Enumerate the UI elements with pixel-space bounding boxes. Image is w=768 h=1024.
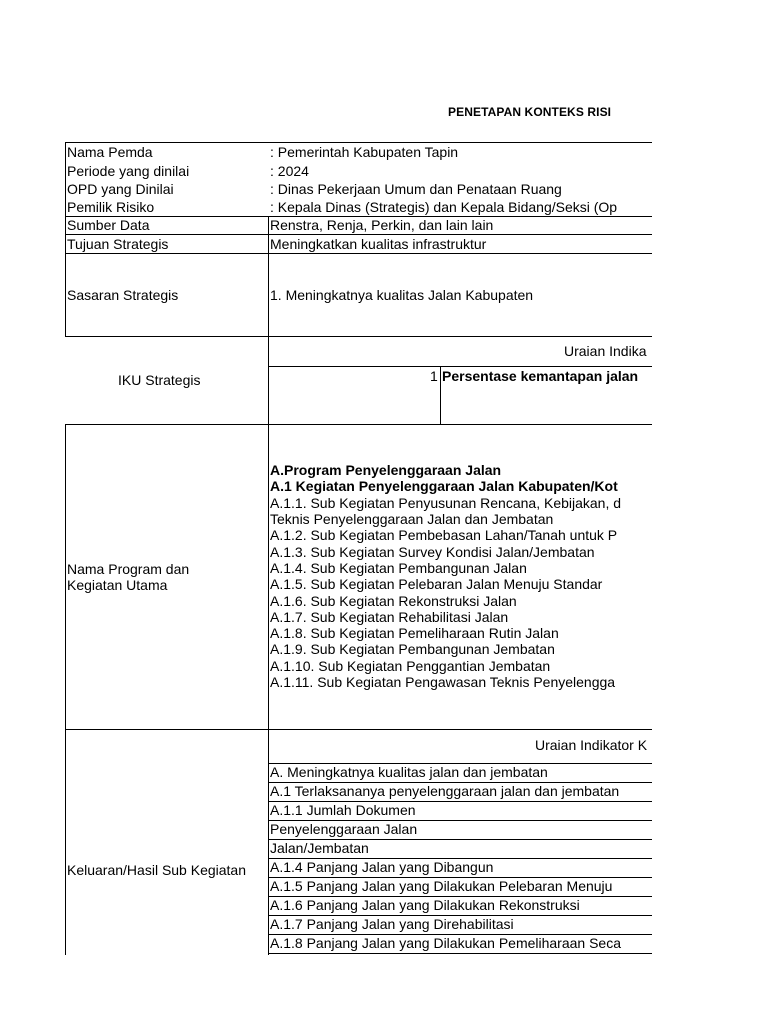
label-sumber-data: Sumber Data (67, 217, 150, 233)
rule (65, 336, 652, 337)
value-periode: : 2024 (270, 163, 309, 179)
value-tujuan-strategis: Meningkatkan kualitas infrastruktur (270, 236, 487, 252)
program-line: A.Program Penyelenggaraan Jalan (270, 462, 502, 478)
rule (65, 234, 652, 235)
keluaran-row: A.1.8 Panjang Jalan yang Dilakukan Pemeliharaan Seca (270, 935, 622, 951)
program-line: A.1.3. Sub Kegiatan Survey Kondisi Jalan/Jembatan (270, 544, 595, 560)
label-iku-strategis: IKU Strategis (118, 372, 201, 388)
keluaran-row: A.1.6 Panjang Jalan yang Dilakukan Rekonstruksi (270, 897, 580, 913)
program-line: A.1.4. Sub Kegiatan Pembangunan Jalan (270, 560, 527, 576)
rule (268, 953, 652, 954)
rule (65, 424, 652, 425)
rule (65, 729, 652, 730)
label-keluaran: Keluaran/Hasil Sub Kegiatan (67, 862, 247, 878)
program-line: A.1.8. Sub Kegiatan Pemeliharaan Rutin Jalan (270, 625, 559, 641)
keluaran-row: A.1.1 Jumlah Dokumen (270, 802, 416, 818)
document-title: PENETAPAN KONTEKS RISI (448, 105, 612, 119)
keluaran-row: A.1.4 Panjang Jalan yang Dibangun (270, 859, 494, 875)
rule (65, 142, 652, 143)
iku-indicator: Persentase kemantapan jalan (442, 368, 639, 384)
label-sasaran-strategis: Sasaran Strategis (67, 287, 179, 303)
program-line: A.1.7. Sub Kegiatan Rehabilitasi Jalan (270, 609, 509, 625)
label-periode: Periode yang dinilai (67, 163, 190, 179)
value-sasaran-strategis: 1. Meningkatnya kualitas Jalan Kabupaten (270, 287, 534, 303)
keluaran-row: A.1.5 Panjang Jalan yang Dilakukan Pelebaran Menuju (270, 878, 613, 894)
iku-header: Uraian Indika (564, 343, 647, 359)
rule (65, 424, 66, 955)
keluaran-row: A.1 Terlaksananya penyelenggaraan jalan dan jembatan (270, 783, 620, 799)
label-pemilik-risiko: Pemilik Risiko (67, 199, 155, 215)
rule (65, 253, 652, 254)
label-program-line2: Kegiatan Utama (67, 577, 168, 593)
program-line: A.1.6. Sub Kegiatan Rekonstruksi Jalan (270, 593, 517, 609)
keluaran-row: A. Meningkatnya kualitas jalan dan jembatan (270, 764, 548, 780)
program-line: Teknis Penyelenggaraan Jalan dan Jembatan (270, 511, 554, 527)
label-opd: OPD yang Dinilai (67, 181, 174, 197)
keluaran-row: Jalan/Jembatan (270, 840, 369, 856)
value-opd: : Dinas Pekerjaan Umum dan Penataan Ruang (270, 181, 562, 197)
keluaran-row: A.1.7 Panjang Jalan yang Direhabilitasi (270, 916, 514, 932)
rule (268, 216, 269, 955)
label-program-line1: Nama Program dan (67, 561, 190, 577)
value-sumber-data: Renstra, Renja, Perkin, dan lain lain (270, 217, 494, 233)
rule (268, 366, 652, 367)
label-nama-pemda: Nama Pemda (67, 144, 153, 160)
program-line: A.1.9. Sub Kegiatan Pembangunan Jembatan (270, 641, 555, 657)
program-line: A.1.5. Sub Kegiatan Pelebaran Jalan Menuju Standar (270, 576, 603, 592)
value-nama-pemda: : Pemerintah Kabupaten Tapin (270, 144, 459, 160)
label-tujuan-strategis: Tujuan Strategis (67, 236, 169, 252)
keluaran-row: Penyelenggaraan Jalan (270, 821, 418, 837)
rule (65, 142, 66, 336)
iku-number: 1 (430, 368, 438, 384)
program-line: A.1.10. Sub Kegiatan Penggantian Jembatan (270, 658, 551, 674)
program-line: A.1.11. Sub Kegiatan Pengawasan Teknis Penyelengga (270, 674, 616, 690)
rule (440, 366, 441, 424)
keluaran-header: Uraian Indikator K (535, 737, 648, 753)
value-pemilik-risiko: : Kepala Dinas (Strategis) dan Kepala Bidang/Seksi (Op (270, 199, 618, 215)
program-line: A.1.1. Sub Kegiatan Penyusunan Rencana, Kebijakan, d (270, 495, 622, 511)
program-line: A.1 Kegiatan Penyelenggaraan Jalan Kabupaten/Kot (270, 478, 618, 494)
program-line: A.1.2. Sub Kegiatan Pembebasan Lahan/Tanah untuk P (270, 527, 618, 543)
